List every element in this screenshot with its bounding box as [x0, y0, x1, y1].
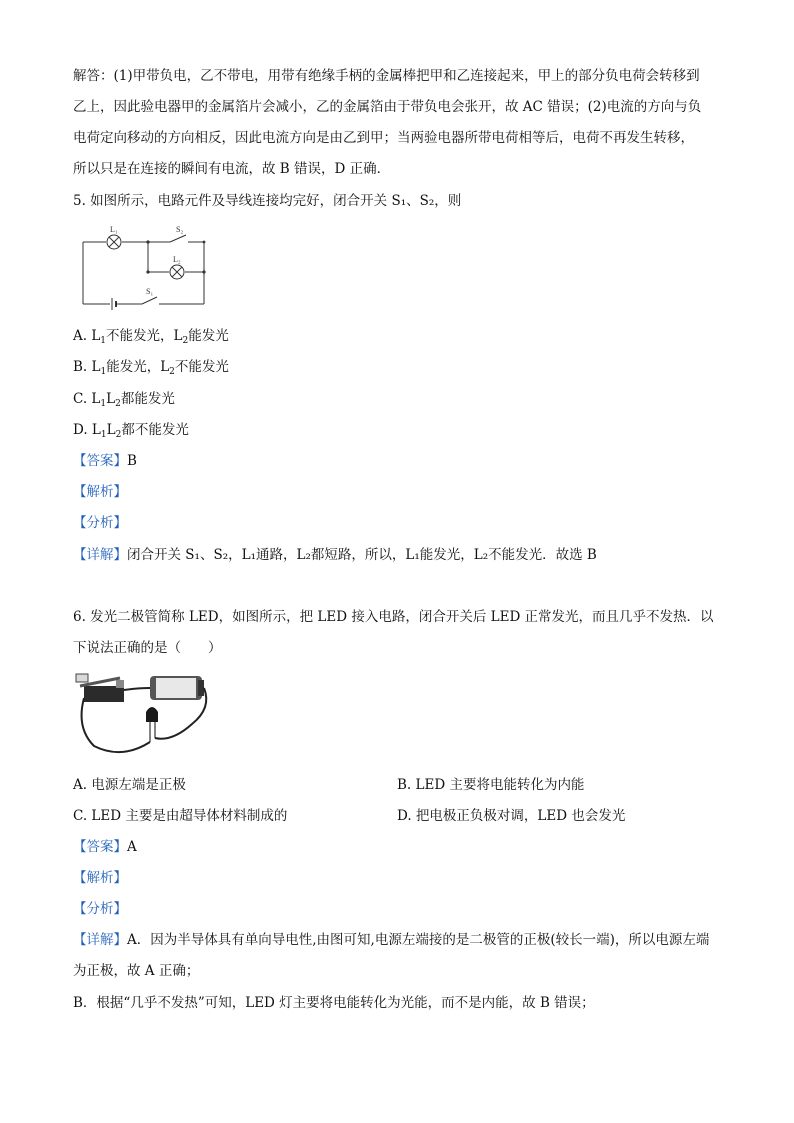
- q6-answer: 【答案】A: [73, 839, 137, 855]
- switch-s1-icon: [142, 297, 157, 304]
- led-icon: [146, 707, 158, 722]
- lamp-l1-label: L₁: [110, 225, 118, 234]
- q5-option-c: C. $L_1L_2$都能发光: [73, 391, 175, 409]
- switch-s2-icon: [170, 235, 186, 242]
- q5-option-d: D. $L_1L_2$都不能发光: [73, 422, 189, 440]
- q6-option-d: D. 把电极正负极对调，LED 也会发光: [397, 808, 626, 824]
- q6-option-c: C. LED 主要是由超导体材料制成的: [73, 808, 288, 824]
- q4-answer-line-3: 电荷定向移动的方向相反，因此电流方向是由乙到甲；当两验电器所带电荷相等后，电荷不再发生转移，: [73, 130, 694, 146]
- lamp-l2-label: L₂: [173, 255, 181, 264]
- q5-circuit-diagram: [78, 222, 212, 310]
- knife-switch-icon: [84, 686, 124, 702]
- q6-option-a: A. 电源左端是正极: [73, 777, 186, 793]
- q6-option-b: B. LED 主要将电能转化为内能: [397, 777, 585, 793]
- switch-s1-label: S₁: [146, 287, 154, 296]
- q5-analysis-heading: 【解析】: [73, 484, 127, 500]
- q6-detail-line-3: B．根据“几乎不发热”可知，LED 灯主要将电能转化为光能，而不是内能，故 B 错误；: [73, 995, 595, 1011]
- q6-detail-line-1: 【详解】A．因为半导体具有单向导电性,由图可知,电源左端接的是二极管的正极(较长一端)，所以电源左端: [73, 932, 710, 948]
- q6-stem-line-1: 6. 发光二极管简称 LED，如图所示，把 LED 接入电路，闭合开关后 LED 正常发光，而且几乎不发热．以: [73, 609, 714, 625]
- q6-led-circuit-photo: [72, 668, 214, 760]
- q6-stem-line-2: 下说法正确的是（ ）: [73, 640, 222, 656]
- q6-fenxi-heading: 【分析】: [73, 901, 127, 917]
- q5-option-b: B. $L_1$能发光，$L_2$不能发光: [73, 359, 229, 377]
- q6-detail-line-2: 为正极，故 A 正确；: [73, 963, 200, 979]
- q6-analysis-heading: 【解析】: [73, 870, 127, 886]
- q4-answer-line-2: 乙上，因此验电器甲的金属箔片会减小，乙的金属箔由于带负电会张开，故 AC 错误；(2)电流的方向与负: [73, 99, 702, 115]
- q5-stem: 5. 如图所示，电路元件及导线连接均完好，闭合开关 S₁、S₂，则: [73, 193, 462, 209]
- q5-detail: 【详解】闭合开关 S₁、S₂，L₁通路，L₂都短路，所以，L₁能发光，L₂不能发光．故选 B: [73, 547, 597, 563]
- q5-option-a: A. $L_1$不能发光，$L_2$能发光: [73, 328, 229, 346]
- switch-s2-label: S₂: [176, 225, 184, 234]
- q5-answer: 【答案】B: [73, 453, 137, 469]
- q4-answer-line-1: 解答：(1)甲带负电，乙不带电，用带有绝缘手柄的金属棒把甲和乙连接起来，甲上的部分负电荷会转移到: [73, 68, 700, 84]
- q4-answer-line-4: 所以只是在连接的瞬间有电流，故 B 错误，D 正确．: [73, 161, 391, 177]
- q5-fenxi-heading: 【分析】: [73, 515, 127, 531]
